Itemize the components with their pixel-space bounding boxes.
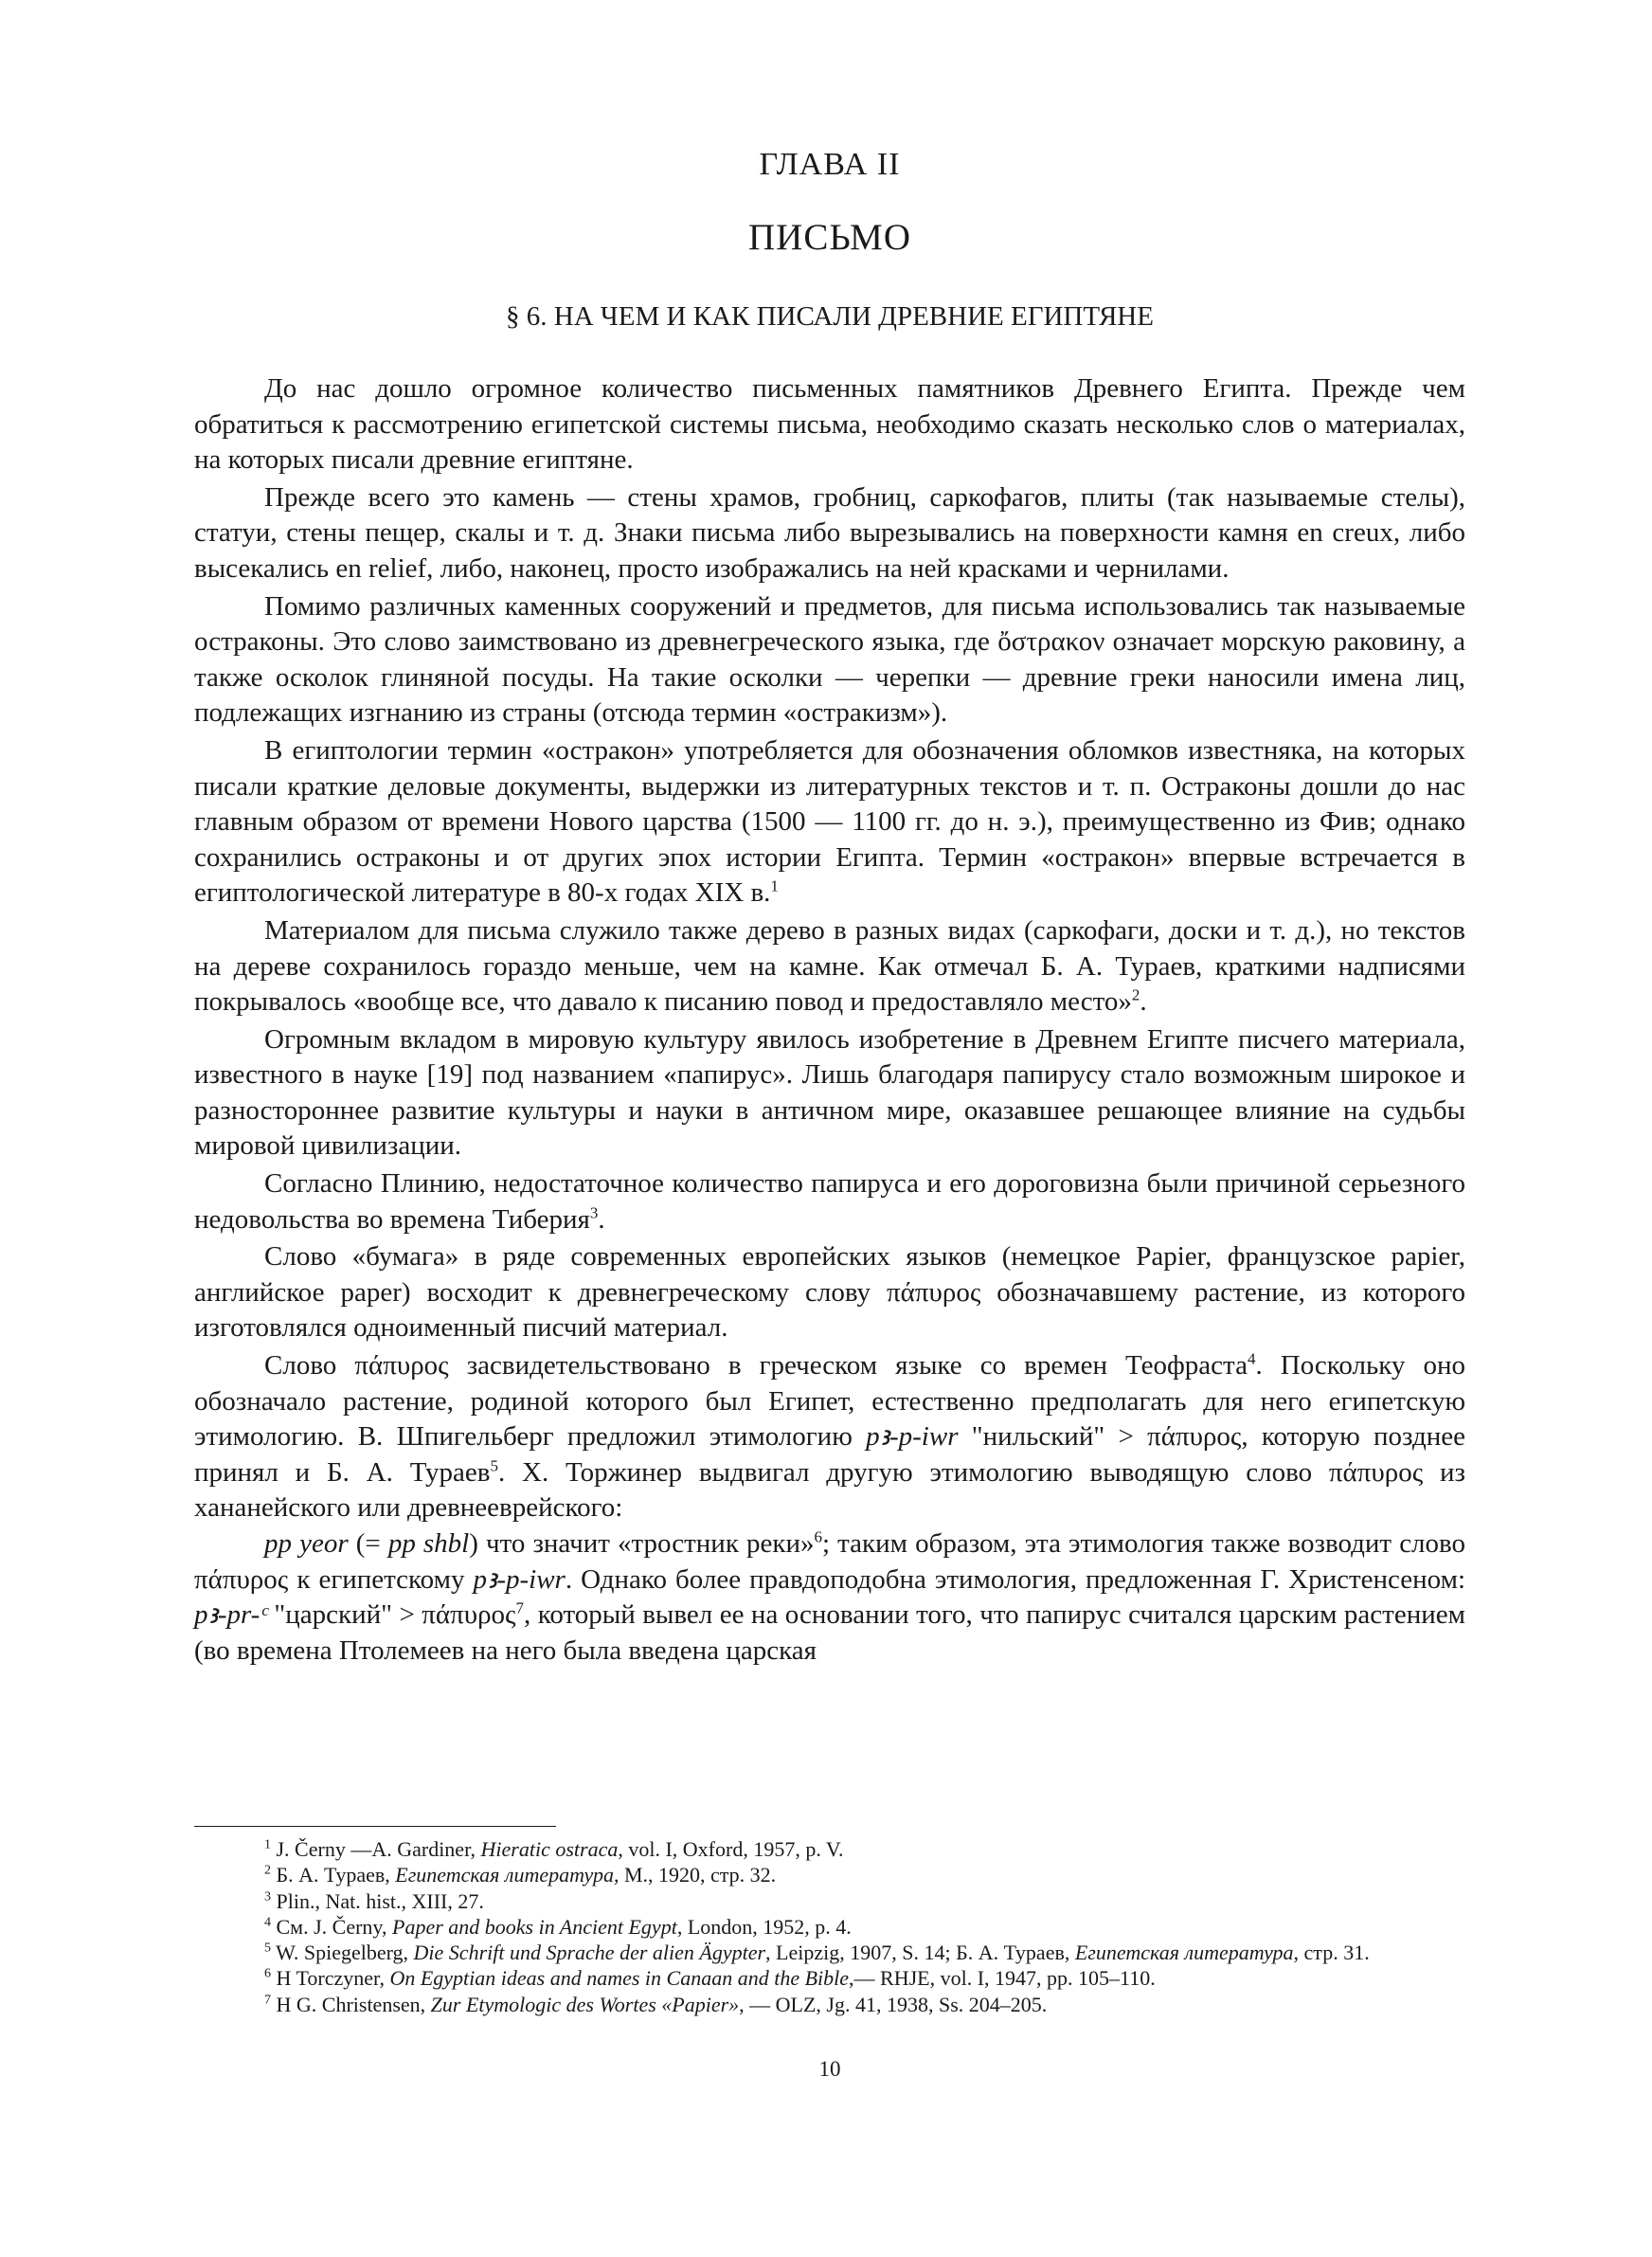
footnote: $^6$ H Torczyner, On Egyptian ideas and names in Canaan and the Bible,— RHJE, vol. I, 1947, pp. 105–110. [264, 1966, 1156, 1991]
paragraph: Помимо различных каменных сооружений и предметов, для письма использовались так называемые остраконы. Это слово заимствовано из древнегреческого языка, где ὄστρακον означает морскую раковину, а также осколок глиняной посуды. На такие осколки — черепки — древние греки наносили имена лиц, подлежащих изгнанию из страны (отсюда термин «остракизм»). [194, 590, 1465, 729]
footnotes [194, 1836, 1465, 2017]
footnote: $^3$ Plin., Nat. hist., XIII, 27. [264, 1888, 484, 1913]
paragraph: Слово «бумага» в ряде современных европейских языков (немецкое Papier, французское papier, английское paper) восходит к древнегреческому слову πάπυρος обозначавшему растение, из которого изготовлялся одноименный писчий материал. [194, 1241, 1465, 1344]
footnote: $^1$ J. Černy —A. Gardiner, Hieratic ostraca, vol. I, Oxford, 1957, p. V. [264, 1837, 844, 1861]
footnote: $^2$ Б. А. Тураев, Египетская литература, М., 1920, стр. 32. [264, 1863, 777, 1887]
paragraph: Слово πάπυρος засвидетельствовано в греческом языке со времен Теофраста$^4$. Поскольку оно обозначало растение, родиной которого был Египет, естественно предполагать для него египетскую этимологию. В. Шпигельберг предложил этимологию pꜣ-p-iwr "нильский" > πάπυρος, которую позднее принял и Б. А. Тураев$^5$. Х. Торжинер выдвигал другую этимологию выводящую слово πάπυρος из хананейского или древнееврейского: [194, 1349, 1465, 1524]
footnote: $^5$ W. Spiegelberg, Die Schrift und Sprache der alien Ägypter, Leipzig, 1907, S. 14; Б. А. Тураев, Египетская литература, стр. 31. [264, 1941, 1370, 1965]
paragraph: В египтологии термин «остракон» употребляется для обозначения обломков известняка, на которых писали краткие деловые документы, выдержки из литературных текстов и т. п. Остраконы дошли до нас главным образом от времени Нового царства (1500 — 1100 гг. до н. э.), преимущественно из Фив; однако сохранились остраконы и от других эпох истории Египта. Термин «остракон» впервые встречается в египтологической литературе в 80-х годах XIX в.$^1$ [194, 734, 1465, 909]
footnote: $^7$ H G. Christensen, Zur Etymologic des Wortes «Papier», — OLZ, Jg. 41, 1938, Ss. 204–205. [264, 1992, 1048, 2016]
chapter-title: ПИСЬМО [747, 217, 912, 258]
paragraph: До нас дошло огромное количество письменных памятников Древнего Египта. Прежде чем обратиться к рассмотрению египетской системы письма, необходимо сказать несколько слов о материалах, на которых писали древние египтяне. [194, 373, 1465, 476]
footnote-marker: 6 [814, 1527, 822, 1546]
footnote-marker: 7 [515, 1598, 525, 1617]
section-heading: § 6. НА ЧЕМ И КАК ПИСАЛИ ДРЕВНИЕ ЕГИПТЯНЕ [506, 301, 1154, 332]
paragraph: Согласно Плинию, недостаточное количество папируса и его дороговизна были причиной серьезного недовольства во времена Тиберия$^3$. [194, 1168, 1465, 1235]
footnote-marker: 4 [1247, 1349, 1256, 1368]
footnote-marker: 3 [589, 1203, 599, 1221]
page-number: 10 [818, 2057, 841, 2081]
footnote-marker: 5 [490, 1456, 498, 1475]
paragraph: Прежде всего это камень — стены храмов, гробниц, саркофагов, плиты (так называемые стелы), статуи, стены пещер, скалы и т. д. Знаки письма либо вырезывались на поверхности камня en creux, либо высекались en relief, либо, наконец, просто изображались на ней красками и чернилами. [194, 481, 1465, 584]
body-text [194, 371, 1465, 1669]
footnote-marker: 1 [770, 876, 779, 895]
footnote: $^4$ См. J. Černy, Paper and books in Ancient Egypt, London, 1952, p. 4. [264, 1914, 852, 1939]
paragraph: pp yeor (= pp shbl) что значит «тростник реки»$^6$; таким образом, эта этимология также возводит слово πάπυρος к египетскому pꜣ-p-iwr. Однако более правдоподобна этимология, предложенная Г. Христенсеном: pꜣ-pr-ᶜ "царский" > πάπυρος$^7$, который вывел ее на основании того, что папирус считался царским растением (во времена Птолемеев на него была введена царская [194, 1527, 1466, 1666]
footnote-marker: 2 [1131, 985, 1140, 1004]
document-page [194, 0, 1465, 2257]
paragraph: Материалом для письма служило также дерево в разных видах (саркофаги, доски и т. д.), но текстов на дереве сохранилось гораздо меньше, чем на камне. Как отмечал Б. А. Тураев, краткими надписями покрывалось «вообще все, что давало к писанию повод и предоставляло место»$^2$. [194, 914, 1465, 1018]
chapter-heading: ГЛАВА II [759, 147, 901, 182]
paragraph: Огромным вкладом в мировую культуру явилось изобретение в Древнем Египте писчего материала, известного в науке [19] под названием «папирус». Лишь благодаря папирусу стало возможным широкое и разностороннее развитие культуры и науки в античном мире, оказавшее решающее влияние на судьбы мировой цивилизации. [194, 1023, 1465, 1162]
footnote-divider [194, 1826, 556, 1827]
